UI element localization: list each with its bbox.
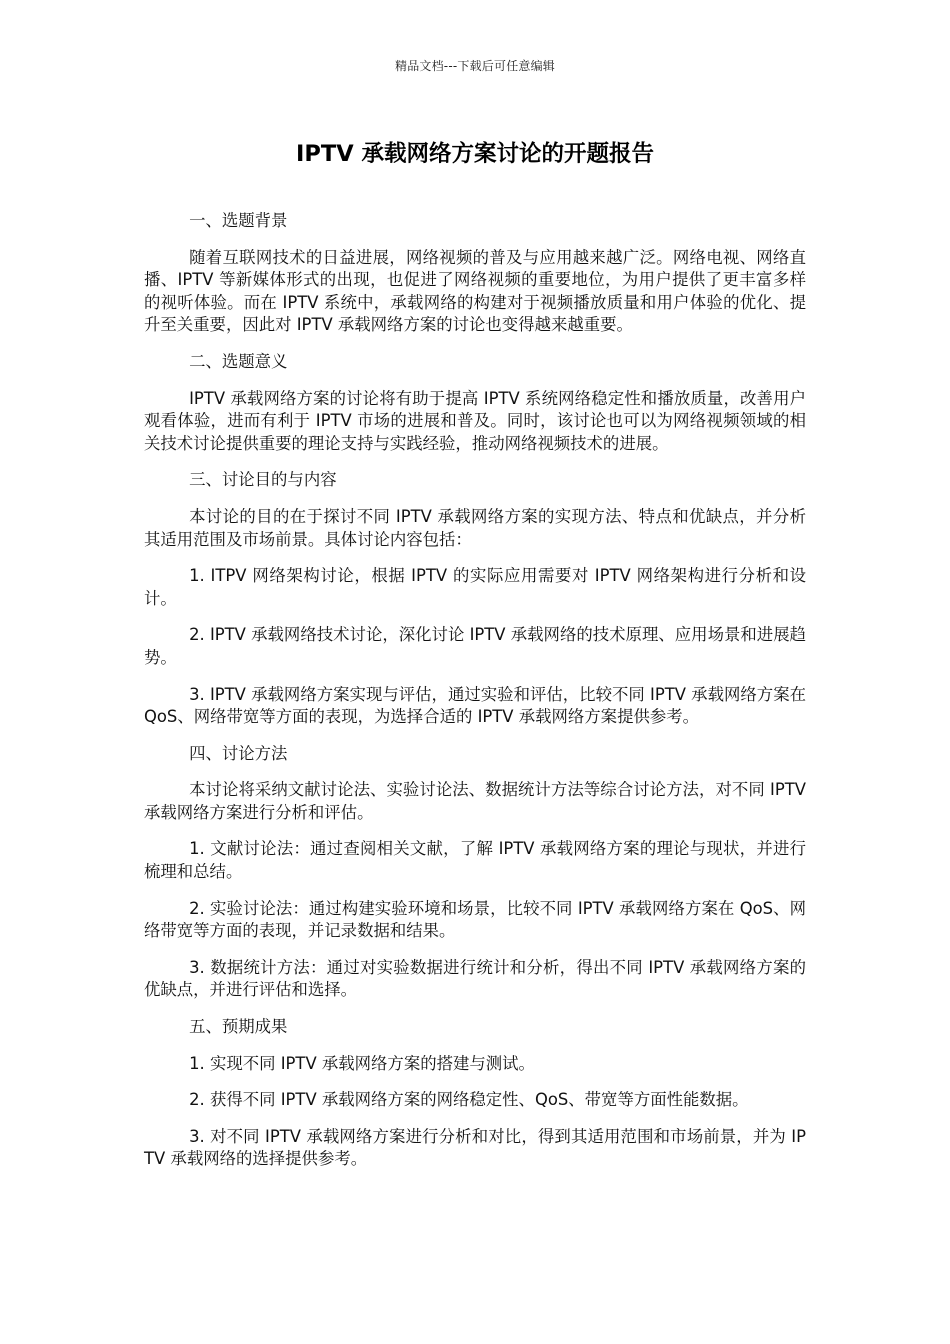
list-item-outcomes-3: 3. 对不同 IPTV 承载网络方案进行分析和对比，得到其适用范围和市场前景，并为 IPTV 承载网络的选择提供参考。 bbox=[144, 1126, 806, 1169]
paragraph-significance: IPTV 承载网络方案的讨论将有助于提高 IPTV 系统网络稳定性和播放质量，改善用户观看体验，进而有利于 IPTV 市场的进展和普及。同时，该讨论也可以为网络视频领域的相关技术讨论提供重要的理论支持与实践经验，推动网络视频技术的进展。 bbox=[144, 388, 806, 453]
section-heading-background: 一、选题背景 bbox=[189, 211, 288, 230]
list-item-methods-3: 3. 数据统计方法：通过对实验数据进行统计和分析，得出不同 IPTV 承载网络方案的优缺点，并进行评估和选择。 bbox=[144, 957, 806, 1000]
section-heading-purpose: 三、讨论目的与内容 bbox=[189, 470, 337, 490]
section-heading-methods: 四、讨论方法 bbox=[189, 743, 288, 763]
header-note: 精品文档---下载后可任意编辑 bbox=[395, 59, 555, 73]
section-heading-outcomes: 五、预期成果 bbox=[189, 1017, 288, 1037]
list-item-outcomes-2: 2. 获得不同 IPTV 承载网络方案的网络稳定性、QoS、带宽等方面性能数据。 bbox=[189, 1090, 749, 1110]
list-item-purpose-1: 1. ITPV 网络架构讨论，根据 IPTV 的实际应用需要对 IPTV 网络架构进行分析和设计。 bbox=[144, 566, 806, 608]
list-item-methods-1: 1. 文献讨论法：通过查阅相关文献，了解 IPTV 承载网络方案的理论与现状，并进行梳理和总结。 bbox=[144, 839, 806, 882]
document-body bbox=[144, 210, 806, 1185]
list-item-purpose-2: 2. IPTV 承载网络技术讨论，深化讨论 IPTV 承载网络的技术原理、应用场景和进展趋势。 bbox=[144, 625, 806, 667]
paragraph-purpose-intro: 本讨论的目的在于探讨不同 IPTV 承载网络方案的实现方法、特点和优缺点，并分析其适用范围及市场前景。具体讨论内容包括： bbox=[144, 506, 806, 549]
paragraph-methods-intro: 本讨论将采纳文献讨论法、实验讨论法、数据统计方法等综合讨论方法，对不同 IPTV 承载网络方案进行分析和评估。 bbox=[144, 780, 806, 822]
list-item-outcomes-1: 1. 实现不同 IPTV 承载网络方案的搭建与测试。 bbox=[189, 1053, 535, 1073]
paragraph-background: 随着互联网技术的日益进展，网络视频的普及与应用越来越广泛。网络电视、网络直播、IPTV 等新媒体形式的出现，也促进了网络视频的重要地位，为用户提供了更丰富多样的视听体验。而在 IPTV 系统中，承载网络的构建对于视频播放质量和用户体验的优化、提升至关重要，因此对 IPTV 承载网络方案的讨论也变得越来越重要。 bbox=[144, 247, 806, 335]
list-item-methods-2: 2. 实验讨论法：通过构建实验环境和场景，比较不同 IPTV 承载网络方案在 QoS、网络带宽等方面的表现，并记录数据和结果。 bbox=[144, 898, 806, 941]
page-title: IPTV 承载网络方案讨论的开题报告 bbox=[296, 141, 654, 167]
section-heading-significance: 二、选题意义 bbox=[189, 351, 288, 371]
list-item-purpose-3: 3. IPTV 承载网络方案实现与评估，通过实验和评估，比较不同 IPTV 承载网络方案在 QoS、网络带宽等方面的表现，为选择合适的 IPTV 承载网络方案提供参考。 bbox=[144, 684, 806, 727]
